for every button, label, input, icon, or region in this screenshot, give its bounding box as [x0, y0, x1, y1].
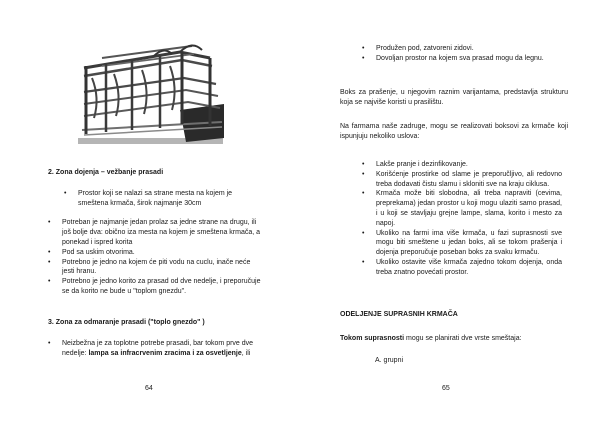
list-item: • Ukoliko na farmi ima više krmača, u fazi suprasnosti sve mogu biti smeštene u jedan boks, ali se tokom prašenja i dojenja preporučuje poseban boks za svaku krmaču. [362, 229, 562, 258]
top-list [362, 44, 562, 64]
list-item: • Potreban je najmanje jedan prolaz sa jedne strane na drugu, ili još bolje dva: obično iza mesta na kojem je smeštena krmača, a ponekad i ispred korita [48, 218, 264, 247]
section-title: ODELJENJE SUPRASNIH KRMAČA [340, 311, 458, 318]
section-2-list-a [64, 189, 264, 209]
section-3-list [48, 339, 264, 359]
section-2-list-b [48, 218, 264, 296]
page-number-right: 65 [442, 385, 450, 392]
list-item: • Korišćenje prostirke od slame je preporučljivo, ali redovno treba dodavati čistu slamu i skloniti sve na kraju ciklusa. [362, 170, 562, 190]
section-2-heading: 2. Zona dojenja – vežbanje prasadi [48, 169, 164, 176]
farrowing-crate-image [62, 38, 232, 158]
list-item: • Pod sa uskim otvorima. [48, 248, 264, 258]
list-item: • Ukoliko ostavite više krmača zajedno tokom dojenja, onda treba znatno povećati prostor. [362, 258, 562, 278]
section-3 [48, 318, 264, 358]
tokom-paragraph: Tokom suprasnosti mogu se planirati dve vrste smeštaja: [340, 335, 522, 342]
list-item: • Neizbežna je za toplotne potrebe prasadi, bar tokom prve dve nedelje: lampa sa infracrvenim zracima i za osvetljenje, ili [48, 339, 264, 359]
list-item: • Potrebno je jedno korito za prasad od dve nedelje, i preporučuje se da korito ne bude u "toplom gnezdu". [48, 277, 264, 297]
section-3-heading: 3. Zona za odmaranje prasadi ("toplo gnezdo" ) [48, 319, 205, 326]
list-item: • Potrebno je jedno na kojem će piti vodu na cuclu, inače neće jesti hranu. [48, 258, 264, 278]
paragraph-2: Na farmama naše zadruge, mogu se realizovati boksovi za krmače koji ispunjuju nekoliko uslova: [340, 123, 568, 140]
list-item: • Prostor koji se nalazi sa strane mesta na kojem je smeštena krmača, širok najmanje 30cm [64, 189, 264, 209]
lamp-emphasis: lampa sa infracrvenim zracima i za osvetljenje [88, 349, 242, 357]
option-a: A. grupni [375, 357, 404, 364]
page-number-left: 64 [145, 385, 153, 392]
list-item: • Krmača može biti slobodna, ali treba napraviti (cevima, preprekama) jedan prostor u koji mogu ulaziti samo prasad, i u koji se stavljaju grejne lampe, slama, korito i mesto za napoj. [362, 189, 562, 228]
conditions-list [362, 160, 562, 278]
right-page [300, 0, 600, 425]
list-item: • Lakše pranje i dezinfikovanje. [362, 160, 562, 170]
paragraph-1: Boks za prašenje, u njegovim raznim varijantama, predstavlja strukturu koja se najviše koristi u prasilištu. [340, 89, 568, 106]
list-item: • Produžen pod, zatvoreni zidovi. [362, 44, 562, 54]
list-item: • Dovoljan prostor na kojem sva prasad mogu da legnu. [362, 54, 562, 64]
section-2 [48, 168, 264, 297]
